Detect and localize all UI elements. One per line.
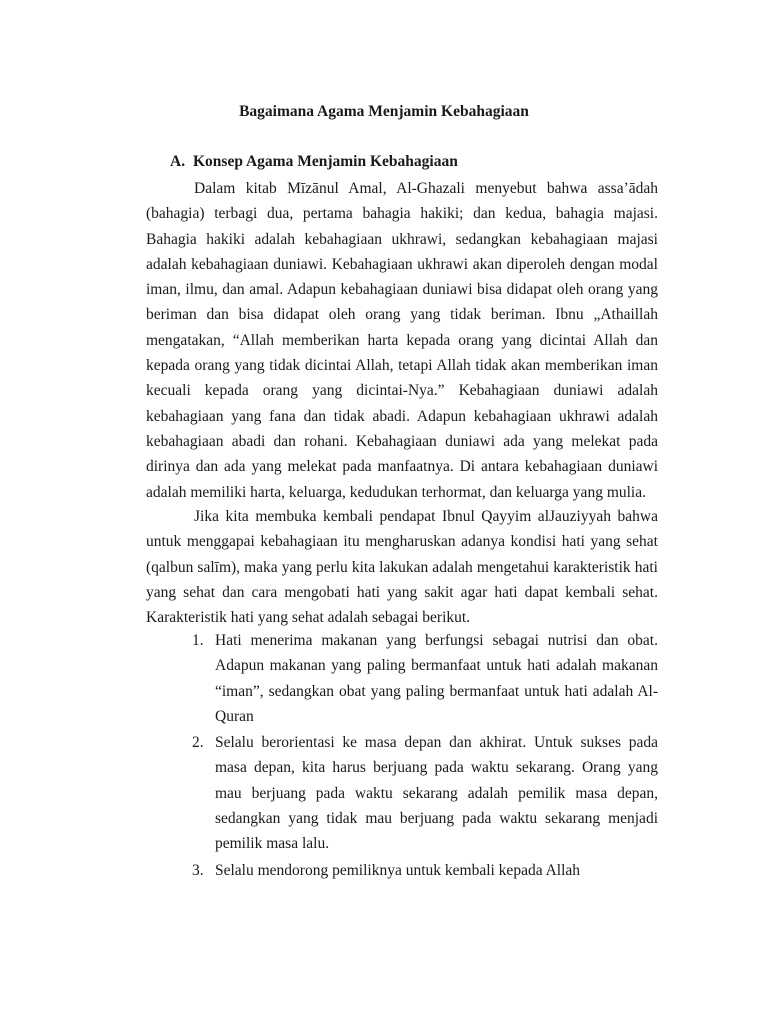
- list-item: [192, 628, 658, 729]
- section-letter: A.: [170, 153, 186, 170]
- list-item-text: Hati menerima makanan yang berfungsi sebagai nutrisi dan obat. Adapun makanan yang paling bermanfaat untuk hati adalah makanan “iman”, sedangkan obat yang paling bermanfaat untuk hati adalah Al-Quran: [215, 632, 658, 725]
- list-item-number: 2.: [192, 734, 204, 752]
- characteristics-list: [192, 628, 658, 884]
- list-item-text: Selalu mendorong pemiliknya untuk kembali kepada Allah: [215, 861, 581, 879]
- section-heading: [170, 152, 458, 172]
- list-item-text: Selalu berorientasi ke masa depan dan akhirat. Untuk sukses pada masa depan, kita harus berjuang pada waktu sekarang. Orang yang mau berjuang pada waktu sekarang adalah pemilik masa depan, sedangkan yang tidak mau berjuang pada waktu sekarang menjadi pemilik masa lalu.: [215, 734, 658, 853]
- list-item: [192, 730, 658, 856]
- paragraph-2: Jika kita membuka kembali pendapat Ibnul Qayyim alJauziyyah bahwa untuk menggapai kebahagiaan itu mengharuskan adanya kondisi hati yang sehat (qalbun salīm), maka yang perlu kita lakukan adalah mengetahui karakteristik hati yang sehat dan cara mengobati hati yang sakit agar hati dapat kembali sehat. Karakteristik hati yang sehat adalah sebagai berikut.: [146, 508, 658, 627]
- list-item-number: 1.: [192, 632, 204, 649]
- document-title: Bagaimana Agama Menjamin Kebahagiaan: [239, 103, 529, 120]
- list-item-number: 3.: [192, 861, 204, 879]
- section-heading-text: Konsep Agama Menjamin Kebahagiaan: [193, 153, 458, 170]
- paragraph-1: Dalam kitab Mīzānul Amal, Al-Ghazali menyebut bahwa assa’ādah (bahagia) terbagi dua, pertama bahagia hakiki; dan kedua, bahagia majasi. Bahagia hakiki adalah kebahagiaan ukhrawi, sedangkan kebahagiaan majasi adalah kebahagiaan duniawi. Kebahagiaan ukhrawi akan diperoleh dengan modal iman, ilmu, dan amal. Adapun kebahagiaan duniawi bisa didapat oleh orang yang beriman dan bisa didapat oleh orang yang tidak beriman. Ibnu „Athaillah mengatakan, “Allah memberikan harta kepada orang yang dicintai Allah dan kepada orang yang tidak dicintai Allah, tetapi Allah tidak akan memberikan iman kecuali kepada orang yang dicintai-Nya.” Kebahagiaan duniawi adalah kebahagiaan yang fana dan tidak abadi. Adapun kebahagiaan ukhrawi adalah kebahagiaan abadi dan rohani. Kebahagiaan duniawi ada yang melekat pada dirinya dan ada yang melekat pada manfaatnya. Di antara kebahagiaan duniawi adalah memiliki harta, keluarga, kedudukan terhormat, dan keluarga yang mulia.: [146, 180, 658, 501]
- list-item: [192, 858, 658, 883]
